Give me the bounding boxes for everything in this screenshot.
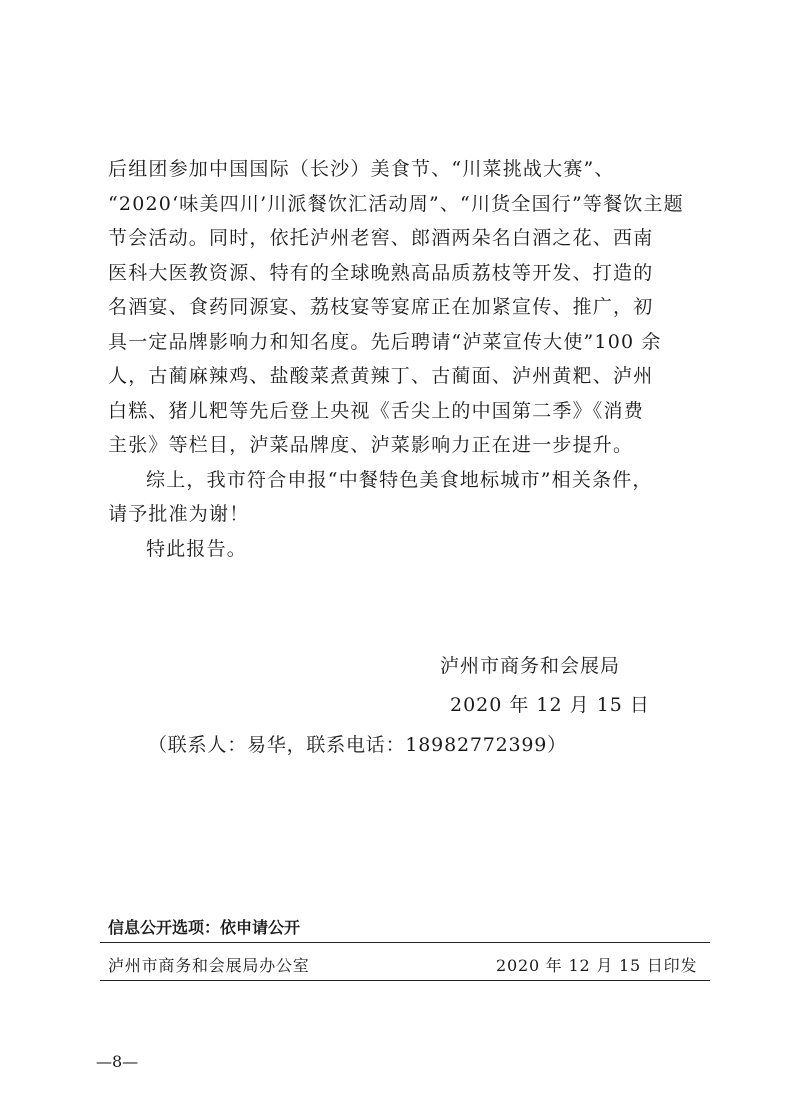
closing-line: 特此报告。 xyxy=(146,537,248,560)
body-line: 名酒宴、食药同源宴、荔枝宴等宴席正在加紧宣传、推广，初 xyxy=(108,296,654,318)
signature-organization: 泸州市商务和会展局 xyxy=(440,655,621,677)
report-body xyxy=(108,152,688,566)
body-line: 节会活动。同时，依托泸州老窖、郎酒两朵名白酒之花、西南 xyxy=(108,227,654,249)
footer-divider-top xyxy=(100,942,710,943)
conclusion-line: 综上，我市符合申报“中餐特色美食地标城市”相关条件， xyxy=(146,468,653,491)
conclusion-line: 请予批准为谢！ xyxy=(108,503,250,525)
body-line: “2020‘味美四川’川派餐饮汇活动周”、“川货全国行”等餐饮主题 xyxy=(108,192,684,215)
body-line: 后组团参加中国国际（长沙）美食节、“川菜挑战大赛”、 xyxy=(108,158,615,180)
print-date: 2020 年 12 月 15 日印发 xyxy=(496,956,698,975)
page-number: —8— xyxy=(96,1052,139,1071)
footer-divider-bottom xyxy=(100,980,710,981)
body-line: 人，古蔺麻辣鸡、盐酸菜煮黄辣丁、古蔺面、泸州黄粑、泸州 xyxy=(108,365,654,387)
body-line: 具一定品牌影响力和知名度。先后聘请“泸菜宣传大使”100 余 xyxy=(108,330,662,353)
issuing-office: 泸州市商务和会展局办公室 xyxy=(108,956,310,975)
signature-date: 2020 年 12 月 15 日 xyxy=(450,694,650,716)
info-disclosure-option: 信息公开选项：依申请公开 xyxy=(108,918,301,937)
body-line: 医科大医教资源、特有的全球晚熟高品质荔枝等开发、打造的 xyxy=(108,261,654,284)
body-line: 白糕、猪儿粑等先后登上央视《舌尖上的中国第二季》《消费 xyxy=(108,399,644,422)
body-line: 主张》等栏目，泸菜品牌度、泸菜影响力正在进一步提升。 xyxy=(108,434,634,456)
contact-info: （联系人：易华，联系电话：18982772399） xyxy=(148,734,567,756)
